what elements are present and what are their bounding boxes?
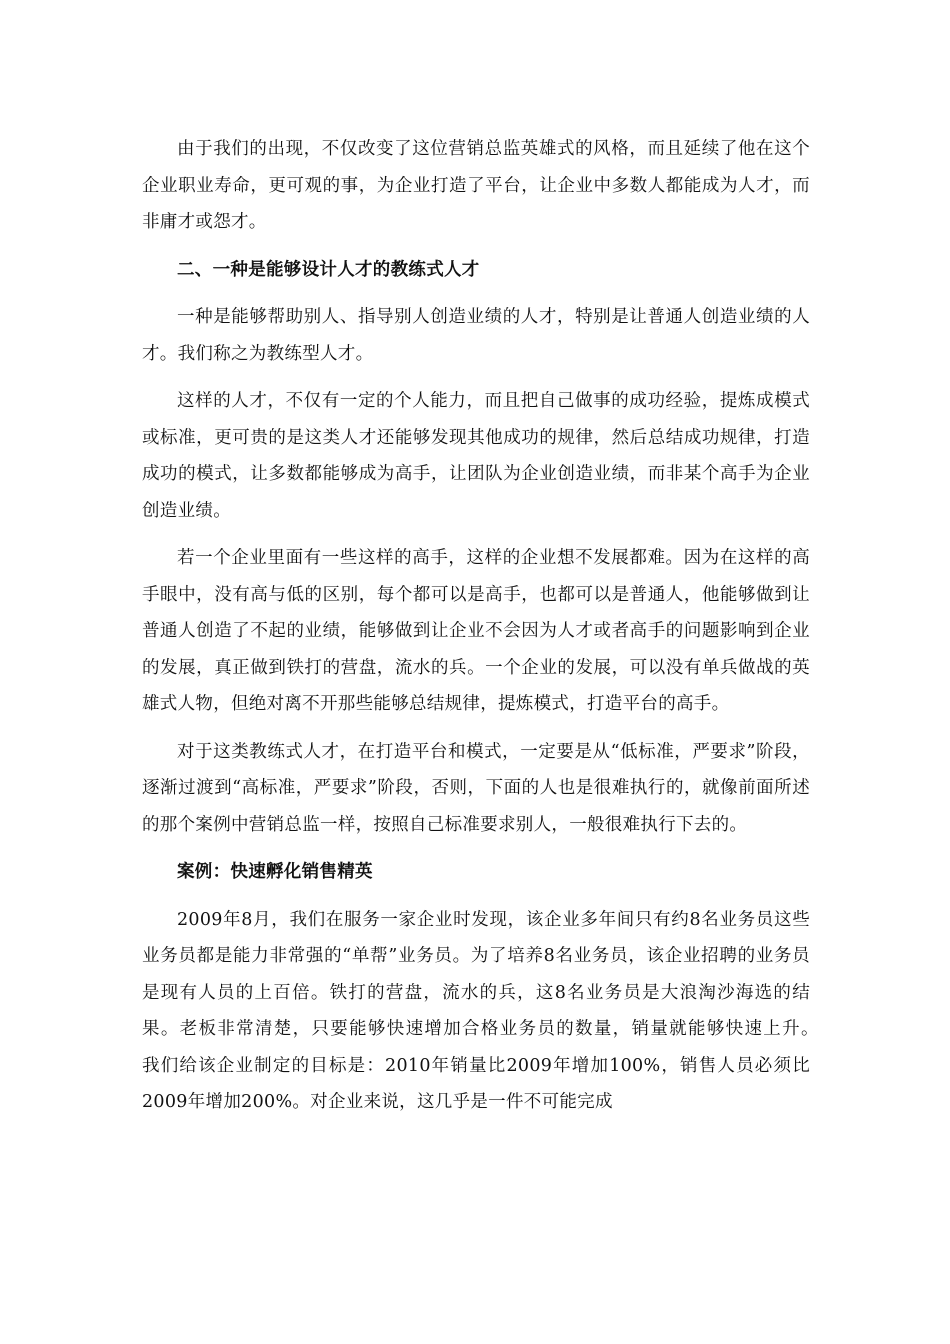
case-paragraph: 2009年8月，我们在服务一家企业时发现，该企业多年间只有约8名业务员这些业务员都是能力非常强的“单帮”业务员。为了培养8名业务员，该企业招聘的业务员是现有人员的上百倍。铁打的营盘，流水的兵，这8名业务员是大浪淘沙海选的结果。老板非常清楚，只要能够快速增加合格业务员的数量，销量就能够快速上升。 我们给该企业制定的目标是：2010年销量比2009年增加100%，销售人员必须比2009年增加200%。对企业来说，这几乎是一件不可能完成 bbox=[142, 909, 846, 1112]
coach-talent-ability-paragraph: 这样的人才，不仅有一定的个人能力，而且把自己做事的成功经验，提炼成模式或标准，更可贵的是这类人才还能够发现其他成功的规律，然后总结成功规律，打造成功的模式，让多数都能够成为高手，让团队为企业创造业绩，而非某个高手为企业创造业绩。 bbox=[142, 391, 810, 521]
section-heading-coach-talent: 二、一种是能够设计人才的教练式人才 bbox=[177, 259, 480, 280]
standard-transition-paragraph: 对于这类教练式人才，在打造平台和模式，一定要是从“低标准，严要求”阶段，逐渐过渡到“高标准，严要求”阶段，否则，下面的人也是很难执行的，就像前面所述的那个案例中营销总监一样，按照自己标准要求别人，一般很难执行下去的。 bbox=[142, 741, 810, 835]
case-heading: 案例：快速孵化销售精英 bbox=[177, 862, 373, 882]
coach-talent-definition-paragraph: 一种是能够帮助别人、指导别人创造业绩的人才，特别是让普通人创造业绩的人才。我们称之为教练型人才。 bbox=[142, 307, 810, 364]
enterprise-development-paragraph: 若一个企业里面有一些这样的高手，这样的企业想不发展都难。因为在这样的高手眼中，没有高与低的区别，每个都可以是高手，也都可以是普通人，他能够做到让普通人创造了不起的业绩，能够做到让企业不会因为人才或者高手的问题影响到企业的发展，真正做到铁打的营盘，流水的兵。一个企业的发展，可以没有单兵做战的英雄式人物，但绝对离不开那些能够总结规律，提炼模式，打造平台的高手。 bbox=[142, 548, 810, 714]
document-body bbox=[142, 131, 846, 1132]
intro-paragraph: 由于我们的出现，不仅改变了这位营销总监英雄式的风格，而且延续了他在这个企业职业寿命，更可观的事，为企业打造了平台，让企业中多数人都能成为人才，而非庸才或怨才。 bbox=[142, 139, 810, 232]
